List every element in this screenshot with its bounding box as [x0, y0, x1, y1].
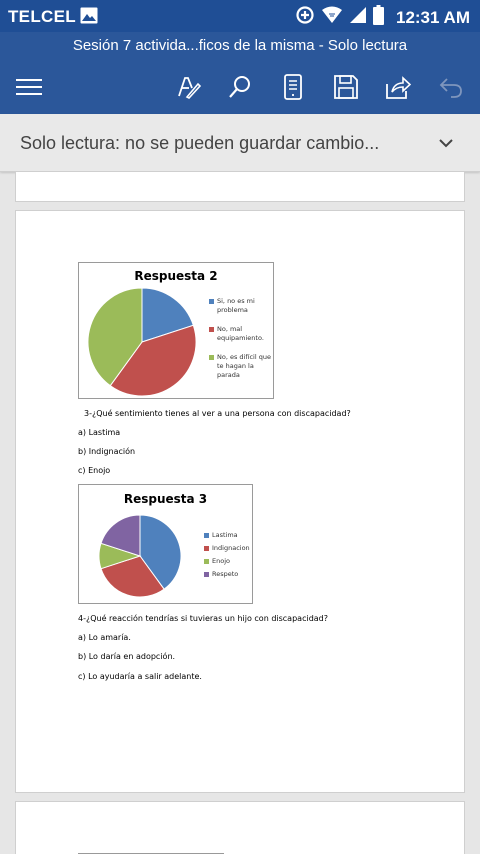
legend-item [204, 557, 252, 566]
q3-option-b: b) Indignación [78, 447, 136, 456]
legend-swatch [209, 355, 214, 360]
legend-item [204, 531, 252, 540]
data-saver-icon [295, 5, 315, 30]
q3-option-a: a) Lastima [78, 428, 121, 437]
mobile-view-button[interactable] [278, 74, 308, 104]
wifi-icon [321, 6, 343, 29]
read-only-banner[interactable] [0, 114, 480, 172]
q4-option-b: b) Lo daría en adopción. [78, 652, 176, 661]
legend-item [209, 353, 271, 380]
legend-swatch [204, 546, 209, 551]
legend-label: No, mal equipamiento. [217, 325, 264, 342]
question-4: 4-¿Qué reacción tendrías si tuvieras un hijo con discapacidad? [78, 614, 328, 623]
document-page-next [15, 801, 465, 854]
signal-icon [349, 6, 367, 29]
pie-chart [87, 287, 197, 397]
legend-swatch [209, 299, 214, 304]
legend-item [209, 325, 271, 343]
status-bar [0, 0, 480, 32]
undo-button[interactable] [436, 74, 466, 104]
share-button[interactable] [383, 74, 413, 104]
pie-chart [98, 514, 182, 598]
legend-swatch [204, 559, 209, 564]
document-title: Sesión 7 activida...ficos de la misma - Solo lectura [72, 37, 408, 54]
legend-item [209, 297, 271, 315]
legend-item [204, 544, 252, 553]
legend-label: Indignacion [212, 544, 250, 552]
legend-label: Enojo [212, 557, 230, 565]
legend-swatch [204, 533, 209, 538]
undo-icon [439, 75, 463, 104]
chart-legend [204, 531, 252, 579]
document-title-bar [0, 32, 480, 62]
chart-respuesta-3 [78, 484, 253, 604]
legend-label: Lastima [212, 531, 238, 539]
clock: 12:31 AM [395, 7, 470, 27]
legend-item [204, 570, 252, 579]
document-page-previous [15, 172, 465, 202]
document-page [15, 210, 465, 793]
mobile-view-icon [283, 74, 303, 105]
battery-icon [373, 5, 384, 30]
legend-label: Respeto [212, 570, 239, 578]
legend-swatch [204, 572, 209, 577]
save-button[interactable] [331, 74, 361, 104]
question-3: 3-¿Qué sentimiento tienes al ver a una persona con discapacidad? [84, 409, 351, 418]
hamburger-icon [15, 77, 43, 102]
app-toolbar [0, 62, 480, 114]
search-icon [227, 74, 253, 105]
read-only-message: Solo lectura: no se pueden guardar cambio... [20, 133, 380, 153]
chart-legend [209, 297, 271, 380]
legend-label: No, es difícil que te hagan la parada [217, 353, 271, 379]
edit-button[interactable] [174, 74, 204, 104]
menu-button[interactable] [14, 74, 44, 104]
legend-swatch [209, 327, 214, 332]
chart-respuesta-2 [78, 262, 274, 399]
carrier-name: TELCEL [8, 7, 76, 26]
save-icon [333, 74, 359, 105]
search-button[interactable] [225, 74, 255, 104]
chart-title: Respuesta 3 [123, 492, 208, 506]
q3-option-c: c) Enojo [78, 466, 111, 475]
share-icon [385, 74, 411, 105]
image-notification-icon [80, 7, 98, 29]
edit-pen-icon [176, 74, 202, 105]
q4-option-a: a) Lo amaría. [78, 633, 131, 642]
chevron-down-icon[interactable] [438, 136, 454, 154]
q4-option-c: c) Lo ayudaría a salir adelante. [78, 672, 202, 681]
chart-title: Respuesta 2 [134, 269, 218, 283]
legend-label: Si, no es mi problema [217, 297, 255, 314]
